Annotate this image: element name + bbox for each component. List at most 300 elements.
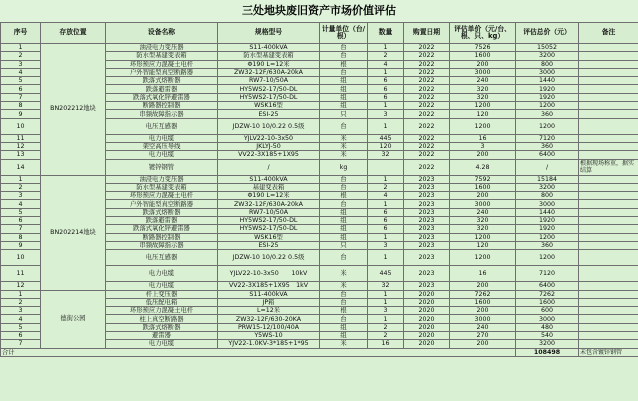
cell-date: 2022 xyxy=(404,44,450,52)
cell-total: 7120 xyxy=(516,134,579,142)
cell-note xyxy=(579,340,638,348)
cell-note xyxy=(579,85,638,93)
cell-price: 320 xyxy=(450,85,516,93)
table-row xyxy=(1,44,638,52)
cell-no: 1 xyxy=(1,290,41,298)
cell-qty: 6 xyxy=(368,77,404,85)
cell-note xyxy=(579,102,638,110)
cell-no: 11 xyxy=(1,266,41,282)
header-cell: 设备名称 xyxy=(106,23,218,44)
cell-unit: 只 xyxy=(320,110,368,118)
cell-name: 串频故障指示器 xyxy=(106,110,218,118)
cell-spec: VV22-3X185+1X95 xyxy=(218,151,320,159)
cell-no: 10 xyxy=(1,118,41,134)
cell-qty: 1 xyxy=(368,200,404,208)
cell-spec: ESI-25 xyxy=(218,241,320,249)
cell-qty: 1 xyxy=(368,175,404,183)
cell-unit: 组 xyxy=(320,93,368,101)
cell-date: 2023 xyxy=(404,200,450,208)
cell-no: 10 xyxy=(1,250,41,266)
cell-no: 3 xyxy=(1,192,41,200)
cell-no: 5 xyxy=(1,323,41,331)
header-row xyxy=(1,23,638,44)
cell-no: 7 xyxy=(1,225,41,233)
cell-date: 2020 xyxy=(404,290,450,298)
cell-name: 跌落式熔断器 xyxy=(106,77,218,85)
cell-name: 断路器控制器 xyxy=(106,233,218,241)
cell-qty: 6 xyxy=(368,217,404,225)
cell-name: 跌落避雷器 xyxy=(106,85,218,93)
cell-qty: 2 xyxy=(368,52,404,60)
cell-unit: 组 xyxy=(320,225,368,233)
total-value: 108498 xyxy=(516,348,579,356)
cell-spec: HY5WS2-17/50-DL xyxy=(218,93,320,101)
cell-price: 16 xyxy=(450,134,516,142)
cell-price: 320 xyxy=(450,217,516,225)
cell-total: 3200 xyxy=(516,52,579,60)
cell-unit: 只 xyxy=(320,241,368,249)
cell-note xyxy=(579,68,638,76)
cell-note xyxy=(579,142,638,150)
cell-note xyxy=(579,225,638,233)
cell-spec: PRW15-12/100/40A xyxy=(218,323,320,331)
cell-price: 1200 xyxy=(450,102,516,110)
cell-spec: ZW32-12F/630A-20kA xyxy=(218,200,320,208)
cell-name: 柱上真空断路器 xyxy=(106,315,218,323)
cell-spec: Φ190 L=12米 xyxy=(218,192,320,200)
cell-note xyxy=(579,208,638,216)
cell-note xyxy=(579,52,638,60)
cell-note xyxy=(579,241,638,249)
cell-name: 跌落避雷器 xyxy=(106,217,218,225)
cell-name: 环形预应力混凝土电杆 xyxy=(106,60,218,68)
cell-total: 360 xyxy=(516,142,579,150)
cell-qty: 4 xyxy=(368,192,404,200)
cell-price: 240 xyxy=(450,323,516,331)
cell-unit: 组 xyxy=(320,332,368,340)
cell-unit: 米 xyxy=(320,282,368,290)
cell-note xyxy=(579,175,638,183)
cell-unit: 组 xyxy=(320,85,368,93)
cell-spec: RW7-10/50A xyxy=(218,77,320,85)
cell-no: 2 xyxy=(1,52,41,60)
cell-price: 3000 xyxy=(450,68,516,76)
cell-qty: 3 xyxy=(368,307,404,315)
cell-name: 电压互感器 xyxy=(106,118,218,134)
cell-date: 2023 xyxy=(404,282,450,290)
header-cell: 备注 xyxy=(579,23,638,44)
cell-price: 200 xyxy=(450,151,516,159)
cell-unit: 组 xyxy=(320,208,368,216)
cell-qty: 32 xyxy=(368,151,404,159)
cell-spec: YJV22-1.0KV-3*185+1*95 xyxy=(218,340,320,348)
cell-qty: 1 xyxy=(368,233,404,241)
cell-price: 1600 xyxy=(450,298,516,306)
cell-spec: WSK16型 xyxy=(218,233,320,241)
cell-date: 2020 xyxy=(404,332,450,340)
cell-no: 12 xyxy=(1,282,41,290)
cell-total: 3000 xyxy=(516,68,579,76)
cell-name: 电压互感器 xyxy=(106,250,218,266)
cell-price: 1200 xyxy=(450,233,516,241)
cell-price: 4.28 xyxy=(450,159,516,175)
cell-qty: 3 xyxy=(368,110,404,118)
cell-name: 防水型基建变表箱 xyxy=(106,183,218,191)
cell-spec: JKLYJ-50 xyxy=(218,142,320,150)
cell-qty: 6 xyxy=(368,85,404,93)
cell-price: 120 xyxy=(450,241,516,249)
cell-spec: / xyxy=(218,159,320,175)
cell-name: 杆上变压器 xyxy=(106,290,218,298)
cell-total: 1440 xyxy=(516,77,579,85)
total-note: 未包含镀锌钢管 xyxy=(579,348,638,356)
cell-date: 2022 xyxy=(404,68,450,76)
cell-date: 2022 xyxy=(404,110,450,118)
cell-date: 2023 xyxy=(404,225,450,233)
cell-no: 3 xyxy=(1,307,41,315)
cell-date: 2022 xyxy=(404,60,450,68)
cell-unit: 组 xyxy=(320,77,368,85)
cell-price: 3000 xyxy=(450,315,516,323)
cell-qty: 1 xyxy=(368,315,404,323)
cell-spec: HY5WS2-17/50-DL xyxy=(218,225,320,233)
cell-total: 3000 xyxy=(516,315,579,323)
cell-name: 环形预应力混凝土电杆 xyxy=(106,307,218,315)
cell-spec: JDZW-10 10/0.22 0.5级 xyxy=(218,118,320,134)
cell-price: 240 xyxy=(450,77,516,85)
cell-no: 3 xyxy=(1,60,41,68)
cell-name: 架空高压导线 xyxy=(106,142,218,150)
cell-total: 1200 xyxy=(516,102,579,110)
cell-price: 270 xyxy=(450,332,516,340)
cell-unit: 台 xyxy=(320,183,368,191)
cell-spec: L=12米 xyxy=(218,307,320,315)
cell-name: 电力电缆 xyxy=(106,282,218,290)
cell-total: 6400 xyxy=(516,151,579,159)
cell-no: 9 xyxy=(1,110,41,118)
cell-spec: S11-400kVA xyxy=(218,290,320,298)
cell-qty: 1 xyxy=(368,298,404,306)
cell-name: 环形预应力混凝土电杆 xyxy=(106,192,218,200)
cell-note xyxy=(579,60,638,68)
cell-spec: S11-400kVA xyxy=(218,175,320,183)
cell-total: 480 xyxy=(516,323,579,331)
cell-name: 户外智能型真空断路器 xyxy=(106,68,218,76)
table-body xyxy=(1,44,638,357)
cell-name: 油浸电力变压器 xyxy=(106,44,218,52)
cell-date: 2023 xyxy=(404,192,450,200)
cell-spec: Y5WS-10 xyxy=(218,332,320,340)
cell-no: 4 xyxy=(1,68,41,76)
cell-unit: 台 xyxy=(320,52,368,60)
cell-date: 2022 xyxy=(404,118,450,134)
cell-total: 7262 xyxy=(516,290,579,298)
cell-no: 7 xyxy=(1,93,41,101)
cell-spec: ZW32-12F/630-20KA xyxy=(218,315,320,323)
cell-name: 防水型基建变表箱 xyxy=(106,52,218,60)
cell-note xyxy=(579,290,638,298)
cell-qty: 2 xyxy=(368,323,404,331)
cell-no: 1 xyxy=(1,175,41,183)
cell-note xyxy=(579,332,638,340)
cell-note xyxy=(579,307,638,315)
cell-total: 800 xyxy=(516,60,579,68)
cell-no: 11 xyxy=(1,134,41,142)
cell-unit: 根 xyxy=(320,60,368,68)
cell-date: 2020 xyxy=(404,307,450,315)
cell-date: 2023 xyxy=(404,217,450,225)
cell-date: 2022 xyxy=(404,142,450,150)
cell-price: 1200 xyxy=(450,118,516,134)
table-row xyxy=(1,290,638,298)
cell-name: 跌落式熔断器 xyxy=(106,323,218,331)
cell-no: 1 xyxy=(1,44,41,52)
cell-price: 200 xyxy=(450,282,516,290)
cell-note xyxy=(579,323,638,331)
valuation-table xyxy=(0,22,638,357)
cell-spec: WSK16型 xyxy=(218,102,320,110)
cell-total: / xyxy=(516,159,579,175)
cell-note xyxy=(579,93,638,101)
cell-unit: 根 xyxy=(320,192,368,200)
cell-date: 2022 xyxy=(404,85,450,93)
cell-total: 1440 xyxy=(516,208,579,216)
cell-unit: 根 xyxy=(320,307,368,315)
cell-price: 320 xyxy=(450,93,516,101)
cell-price: 7526 xyxy=(450,44,516,52)
cell-unit: 台 xyxy=(320,200,368,208)
cell-date: 2023 xyxy=(404,250,450,266)
cell-note xyxy=(579,134,638,142)
cell-no: 14 xyxy=(1,159,41,175)
cell-no: 6 xyxy=(1,85,41,93)
cell-date: 2022 xyxy=(404,77,450,85)
cell-unit: 台 xyxy=(320,175,368,183)
table-row xyxy=(1,175,638,183)
cell-unit: 米 xyxy=(320,340,368,348)
cell-date: 2023 xyxy=(404,208,450,216)
cell-total: 1200 xyxy=(516,118,579,134)
cell-unit: 米 xyxy=(320,134,368,142)
cell-spec: ESI-25 xyxy=(218,110,320,118)
cell-no: 4 xyxy=(1,315,41,323)
header-cell: 存放位置 xyxy=(41,23,106,44)
cell-no: 2 xyxy=(1,183,41,191)
cell-name: 电力电缆 xyxy=(106,134,218,142)
cell-note xyxy=(579,250,638,266)
cell-unit: 台 xyxy=(320,250,368,266)
cell-price: 120 xyxy=(450,110,516,118)
cell-note: 根据现场称重，据实结算 xyxy=(579,159,638,175)
cell-qty: 1 xyxy=(368,118,404,134)
cell-date: 2023 xyxy=(404,175,450,183)
header-cell: 规格型号 xyxy=(218,23,320,44)
cell-qty: 2 xyxy=(368,183,404,191)
cell-date: 2023 xyxy=(404,266,450,282)
cell-date: 2022 xyxy=(404,151,450,159)
location-cell: 德街公园 xyxy=(41,290,106,348)
cell-name: 油浸电力变压器 xyxy=(106,175,218,183)
cell-total: 3200 xyxy=(516,183,579,191)
cell-date: 2023 xyxy=(404,183,450,191)
cell-no: 12 xyxy=(1,142,41,150)
cell-qty: 4 xyxy=(368,60,404,68)
cell-spec: JDZW-10 10/0.22 0.5级 xyxy=(218,250,320,266)
cell-name: 跌落式氧化锌避雷器 xyxy=(106,93,218,101)
header-cell: 评估总价（元） xyxy=(516,23,579,44)
cell-name: 电力电缆 xyxy=(106,340,218,348)
cell-qty: 3 xyxy=(368,241,404,249)
cell-spec: 防水型基建变表箱 xyxy=(218,52,320,60)
cell-qty: 1 xyxy=(368,250,404,266)
cell-unit: 台 xyxy=(320,290,368,298)
cell-qty: 1 xyxy=(368,102,404,110)
cell-unit: 组 xyxy=(320,323,368,331)
cell-qty: 2 xyxy=(368,332,404,340)
cell-qty: 6 xyxy=(368,208,404,216)
cell-qty: 445 xyxy=(368,266,404,282)
cell-unit: 组 xyxy=(320,102,368,110)
cell-no: 8 xyxy=(1,102,41,110)
cell-date: 2023 xyxy=(404,241,450,249)
cell-total: 800 xyxy=(516,192,579,200)
cell-name: 镀锌钢管 xyxy=(106,159,218,175)
cell-spec: HY5WS2-17/50-DL xyxy=(218,85,320,93)
cell-total: 1600 xyxy=(516,298,579,306)
cell-unit: 台 xyxy=(320,298,368,306)
total-row xyxy=(1,348,638,356)
cell-total: 1920 xyxy=(516,93,579,101)
cell-qty xyxy=(368,159,404,175)
cell-note xyxy=(579,118,638,134)
cell-date: 2020 xyxy=(404,323,450,331)
cell-date: 2020 xyxy=(404,315,450,323)
cell-no: 5 xyxy=(1,77,41,85)
cell-note xyxy=(579,192,638,200)
cell-total: 540 xyxy=(516,332,579,340)
header-cell: 购置日期 xyxy=(404,23,450,44)
cell-note xyxy=(579,44,638,52)
cell-total: 1920 xyxy=(516,217,579,225)
sheet-title: 三处地块废旧资产市场价值评估 xyxy=(0,0,638,23)
cell-qty: 445 xyxy=(368,134,404,142)
cell-date: 2022 xyxy=(404,159,450,175)
cell-spec: ZW32-12F/630A-20kA xyxy=(218,68,320,76)
cell-unit: 组 xyxy=(320,233,368,241)
cell-no: 9 xyxy=(1,241,41,249)
cell-unit: 台 xyxy=(320,44,368,52)
header-cell: 序号 xyxy=(1,23,41,44)
cell-no: 7 xyxy=(1,340,41,348)
cell-price: 200 xyxy=(450,340,516,348)
cell-price: 240 xyxy=(450,208,516,216)
cell-unit: 米 xyxy=(320,151,368,159)
cell-total: 1920 xyxy=(516,225,579,233)
cell-spec: RW7-10/50A xyxy=(218,208,320,216)
cell-name: 电力电缆 xyxy=(106,266,218,282)
cell-total: 1200 xyxy=(516,233,579,241)
cell-total: 600 xyxy=(516,307,579,315)
cell-name: 跌落式氧化锌避雷器 xyxy=(106,225,218,233)
cell-price: 200 xyxy=(450,192,516,200)
cell-note xyxy=(579,233,638,241)
cell-total: 15052 xyxy=(516,44,579,52)
cell-no: 2 xyxy=(1,298,41,306)
cell-no: 6 xyxy=(1,332,41,340)
cell-price: 3000 xyxy=(450,200,516,208)
cell-unit: kg xyxy=(320,159,368,175)
cell-qty: 1 xyxy=(368,44,404,52)
cell-qty: 6 xyxy=(368,93,404,101)
cell-name: 电力电缆 xyxy=(106,151,218,159)
cell-spec: Φ190 L=12米 xyxy=(218,60,320,68)
cell-price: 1600 xyxy=(450,52,516,60)
cell-note xyxy=(579,315,638,323)
cell-date: 2023 xyxy=(404,233,450,241)
cell-total: 3200 xyxy=(516,340,579,348)
cell-date: 2022 xyxy=(404,93,450,101)
cell-price: 320 xyxy=(450,225,516,233)
cell-unit: 米 xyxy=(320,142,368,150)
cell-total: 360 xyxy=(516,110,579,118)
location-cell: BN202214地块 xyxy=(41,175,106,290)
cell-qty: 6 xyxy=(368,225,404,233)
cell-total: 7120 xyxy=(516,266,579,282)
cell-price: 16 xyxy=(450,266,516,282)
cell-date: 2022 xyxy=(404,52,450,60)
cell-note xyxy=(579,200,638,208)
cell-name: 断路器控制器 xyxy=(106,102,218,110)
cell-spec: S11-400kVA xyxy=(218,44,320,52)
cell-date: 2022 xyxy=(404,134,450,142)
cell-no: 13 xyxy=(1,151,41,159)
cell-spec: YJLV22-10-3x50 10kV xyxy=(218,266,320,282)
cell-unit: 台 xyxy=(320,315,368,323)
cell-name: 跌落式熔断器 xyxy=(106,208,218,216)
cell-price: 200 xyxy=(450,60,516,68)
cell-price: 200 xyxy=(450,307,516,315)
cell-total: 360 xyxy=(516,241,579,249)
cell-no: 8 xyxy=(1,233,41,241)
cell-date: 2020 xyxy=(404,340,450,348)
cell-no: 4 xyxy=(1,200,41,208)
cell-qty: 1 xyxy=(368,290,404,298)
location-cell: BN202212地块 xyxy=(41,44,106,176)
header-cell: 数量 xyxy=(368,23,404,44)
cell-qty: 1 xyxy=(368,68,404,76)
cell-note xyxy=(579,217,638,225)
cell-date: 2020 xyxy=(404,298,450,306)
cell-note xyxy=(579,266,638,282)
cell-total: 6400 xyxy=(516,282,579,290)
cell-spec: JP箱 xyxy=(218,298,320,306)
cell-date: 2022 xyxy=(404,102,450,110)
cell-qty: 32 xyxy=(368,282,404,290)
cell-name: 串频故障指示器 xyxy=(106,241,218,249)
cell-price: 7262 xyxy=(450,290,516,298)
cell-spec: YJLV22-10-3x50 xyxy=(218,134,320,142)
cell-unit: 组 xyxy=(320,217,368,225)
cell-price: 1200 xyxy=(450,250,516,266)
cell-price: 1600 xyxy=(450,183,516,191)
cell-total: 1920 xyxy=(516,85,579,93)
total-label: 合计 xyxy=(1,348,516,356)
cell-spec: VV22-3X185+1X95 1kV xyxy=(218,282,320,290)
cell-qty: 120 xyxy=(368,142,404,150)
cell-name: 低压配电箱 xyxy=(106,298,218,306)
cell-note xyxy=(579,151,638,159)
cell-name: 避雷器 xyxy=(106,332,218,340)
